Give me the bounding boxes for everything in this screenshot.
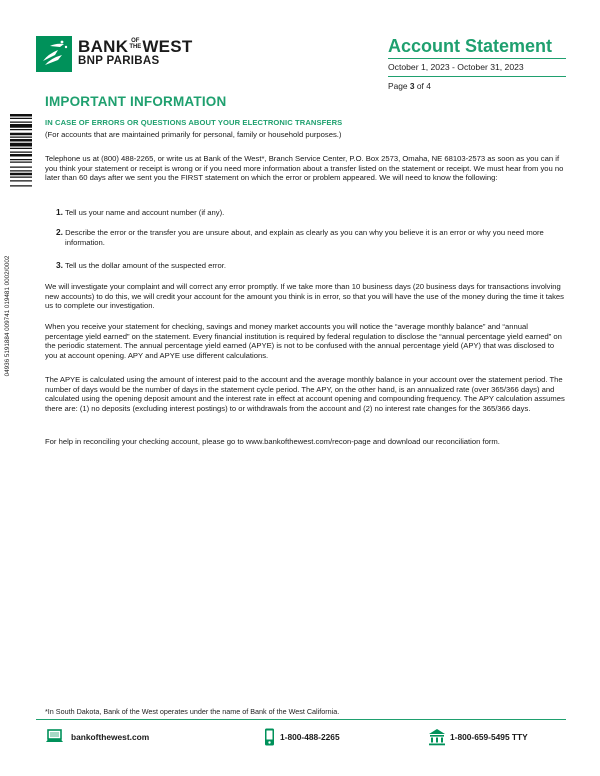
apye-paragraph: When you receive your statement for checking, savings and money market accounts you will notice the “average monthly balance” and “annual percentage yield earned” on the statement. Every financial institution is required by federal regulation to disclose the “annual percentage yield earned” on the periodic statement. The annual percentage yield earned (APYE) is not to be confused with the annual percentage yield (APY) that was disclosed to you at account opening. APY and APYE use different calculations. xyxy=(45,322,562,360)
computer-icon xyxy=(45,728,65,751)
tty-number[interactable]: 1-800-659-5495 TTY xyxy=(450,732,528,742)
website-link[interactable]: bankofthewest.com xyxy=(71,732,150,742)
mail-barcode xyxy=(10,114,32,210)
mobile-phone-icon xyxy=(263,728,277,751)
list-item: 3. Tell us the dollar amount of the suspected error. xyxy=(56,260,226,270)
statement-period: October 1, 2023 - October 31, 2023 xyxy=(388,62,524,72)
south-dakota-footnote: *In South Dakota, Bank of the West operates under the name of Bank of the West California. xyxy=(45,707,340,716)
logo-stars-icon xyxy=(36,36,72,72)
logo-wordmark: BANK OF THE WEST xyxy=(78,37,193,56)
apy-calculation-paragraph: The APYE is calculated using the amount of interest paid to the account and the average monthly balance in your account over the statement period. The number of days would be the number of days in the statement cycle period. The APY, on the other hand, is an annualized rate (over 365/366 days) and calculated using the opening deposit amount and the interest rate in effect at account opening and compounding frequency. The APY calculation assumes there are: (1) no deposits (excluding interest postings) to or withdrawals from the account and (2) no interest rate changes for the 365/366 days. xyxy=(45,375,565,413)
accounts-note: (For accounts that are maintained primarily for personal, family or household purposes.) xyxy=(45,130,342,139)
document-control-number: 04936 5191884 009741 019481 0002/0002 xyxy=(4,255,11,377)
page-number: Page 3 of 4 xyxy=(388,81,431,91)
header-divider-bottom xyxy=(388,76,566,77)
header-divider-top xyxy=(388,58,566,59)
section-heading: IMPORTANT INFORMATION xyxy=(45,94,227,109)
investigation-paragraph: We will investigate your complaint and will correct any error promptly. If we take more than 10 business days (20 business days for transactions involving new accounts) to do this, we will credit your account for the amount you think is in error, so that you will have the use of the money during the time it takes us to complete our investigation. xyxy=(45,282,564,311)
statement-title: Account Statement xyxy=(388,36,553,56)
list-item: 1. Tell us your name and account number (if any). xyxy=(56,207,225,217)
logo-subtitle: BNP PARIBAS xyxy=(78,55,160,67)
bank-building-icon xyxy=(428,728,446,751)
phone-number[interactable]: 1-800-488-2265 xyxy=(280,732,340,742)
section-subheading: IN CASE OF ERRORS OR QUESTIONS ABOUT YOUR ELECTRONIC TRANSFERS xyxy=(45,118,343,127)
footer-divider xyxy=(36,719,566,720)
reconciliation-help: For help in reconciling your checking account, please go to www.bankofthewest.com/recon-page and download our reconciliation form. xyxy=(45,437,500,446)
list-item: 2. Describe the error or the transfer you are unsure about, and explain as clearly as you can why you believe it is an error or why you need more information. xyxy=(56,227,544,247)
bank-logo xyxy=(36,36,196,72)
telephone-paragraph: Telephone us at (800) 488-2265, or write us at Bank of the West*, Branch Service Center, P.O. Box 2573, Omaha, NE 68103-2573 as soon as you can if you think your statement or receipt is wrong or if you need more information about a transfer listed on the statement or receipt. We must hear from you no later than 60 days after we sent you the FIRST statement on which the error or problem appeared. We will need to know the following: xyxy=(45,154,564,183)
